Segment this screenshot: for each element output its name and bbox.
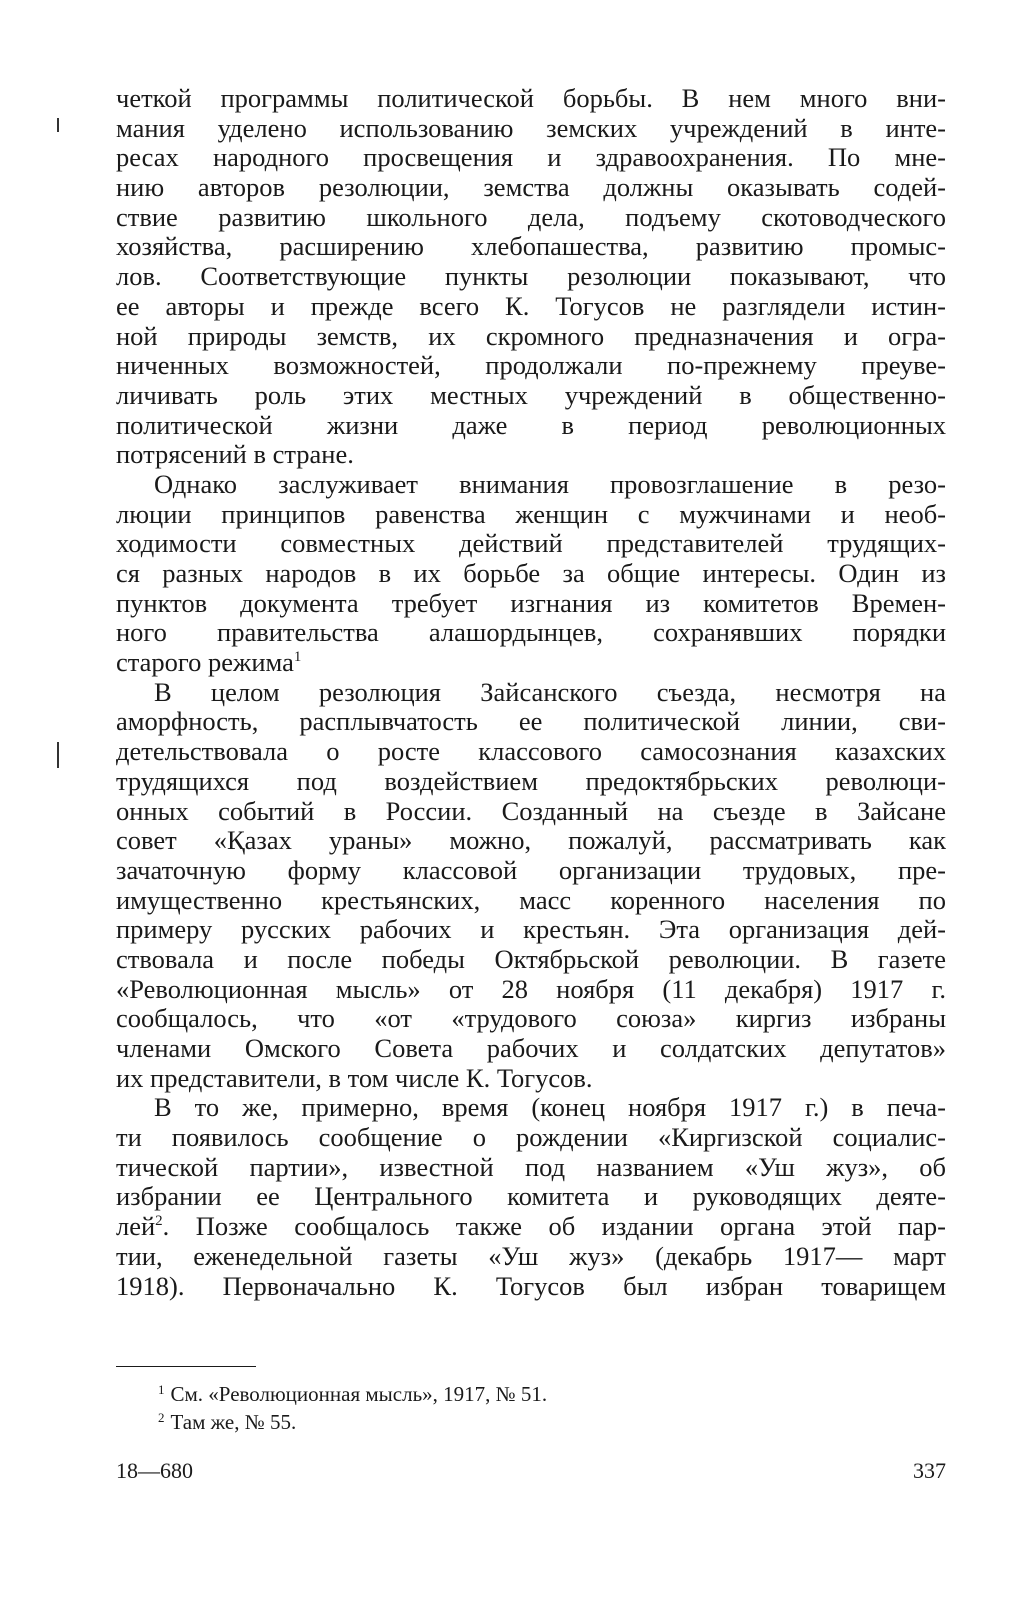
- printer-signature: 18—680: [116, 1458, 193, 1483]
- margin-mark: [57, 118, 59, 132]
- text-line: [116, 1212, 946, 1242]
- text-line: Однако заслуживает внимания провозглашение в резо-: [154, 468, 946, 499]
- footnote-text: Там же, № 55.: [170, 1410, 297, 1434]
- footnote-ref-1[interactable]: 1: [293, 649, 302, 666]
- footnote-2: [158, 1408, 858, 1436]
- paragraph-3: [116, 678, 946, 1094]
- text-run: старого режима: [116, 647, 294, 678]
- page-number: 337: [913, 1458, 946, 1483]
- text-line: аморфность, расплывчатость ее политической линии, сви-: [116, 706, 946, 737]
- text-line: ти появилось сообщение о рождении «Киргизской социалис-: [116, 1122, 946, 1153]
- text-line: детельствовала о росте классового самосознания казахских: [116, 736, 946, 767]
- text-line: зачаточную форму классовой организации трудовых, пре-: [116, 854, 946, 885]
- text-run: лей: [116, 1211, 156, 1242]
- text-line: ее авторы и прежде всего К. Тогусов не разглядели истин-: [116, 290, 946, 321]
- paragraph-4: [116, 1093, 946, 1301]
- text-line: 1918). Первоначально К. Тогусов был избран товарищем: [116, 1270, 946, 1301]
- text-line: совет «Қазах ураны» можно, пожалуй, рассматривать как: [116, 825, 946, 856]
- text-line: ся разных народов в их борьбе за общие интересы. Один из: [116, 558, 946, 588]
- footnote-ref-2[interactable]: 2: [155, 1213, 163, 1230]
- text-line: В целом резолюция Зайсанского съезда, несмотря на: [154, 676, 946, 707]
- text-line: ной природы земств, их скромного предназначения и огра-: [116, 320, 946, 351]
- text-line: люции принципов равенства женщин с мужчинами и необ-: [116, 498, 946, 529]
- text-line: сообщалось, что «от «трудового союза» киргиз избраны: [116, 1003, 946, 1034]
- text-line: ного правительства алашордынцев, сохранявших порядки: [116, 617, 946, 648]
- footnote-1: [158, 1380, 858, 1408]
- text-line: ствие развитию школьного дела, подъему скотоводческого: [116, 201, 946, 232]
- text-line: мания уделено использованию земских учреждений в инте-: [116, 112, 946, 143]
- text-line: ствовала и после победы Октябрьской революции. В газете: [116, 943, 946, 974]
- footnote-text: См. «Революционная мысль», 1917, № 51.: [170, 1382, 548, 1406]
- footnote-separator: [116, 1366, 256, 1367]
- text-line: личивать роль этих местных учреждений в общественно-: [116, 379, 946, 410]
- text-line: хозяйства, расширению хлебопашества, развитию промыс-: [116, 231, 946, 262]
- text-line: В то же, примерно, время (конец ноября 1917 г.) в печа-: [154, 1092, 946, 1123]
- margin-mark: [57, 742, 59, 768]
- text-line: онных событий в России. Созданный на съезде в Зайсане: [116, 795, 946, 826]
- text-line: [116, 648, 946, 678]
- page-body: [116, 84, 946, 1301]
- text-line: лов. Соответствующие пункты резолюции показывают, что: [116, 261, 946, 292]
- text-line: имущественно крестьянских, масс коренного населения по: [116, 884, 946, 915]
- text-line: пунктов документа требует изгнания из комитетов Времен-: [116, 587, 946, 618]
- text-line: четкой программы политической борьбы. В нем много вни-: [116, 83, 946, 113]
- paragraph-1: [116, 84, 946, 470]
- text-line: трудящихся под воздействием предоктябрьских революци-: [116, 765, 946, 796]
- text-line: избрании ее Центрального комитета и руководящих деяте-: [116, 1181, 946, 1212]
- text-line: тической партии», известной под названием «Уш жуз», об: [116, 1151, 946, 1182]
- text-line: политической жизни даже в период революционных: [116, 409, 946, 440]
- text-line: ниченных возможностей, продолжали по-прежнему преуве-: [116, 350, 946, 381]
- text-line: ресах народного просвещения и здравоохранения. По мне-: [116, 142, 946, 173]
- text-line: «Революционная мысль» от 28 ноября (11 декабря) 1917 г.: [116, 973, 946, 1004]
- text-line: потрясений в стране.: [116, 439, 354, 470]
- text-line: ходимости совместных действий представителей трудящих-: [116, 528, 946, 559]
- footnote-marker: 2: [158, 1410, 165, 1425]
- footnote-marker: 1: [158, 1382, 165, 1397]
- footnotes: [158, 1380, 858, 1436]
- text-line: членами Омского Совета рабочих и солдатских депутатов»: [116, 1033, 946, 1063]
- text-line: нию авторов резолюции, земства должны оказывать содей-: [116, 172, 946, 203]
- text-line: их представители, в том числе К. Тогусов.: [116, 1062, 593, 1093]
- text-run: . Позже сообщалось также об издании органа этой пар-: [162, 1211, 946, 1242]
- text-line: тии, еженедельной газеты «Уш жуз» (декабрь 1917— март: [116, 1240, 946, 1271]
- paragraph-2: [116, 470, 946, 678]
- text-line: примеру русских рабочих и крестьян. Эта организация дей-: [116, 914, 946, 945]
